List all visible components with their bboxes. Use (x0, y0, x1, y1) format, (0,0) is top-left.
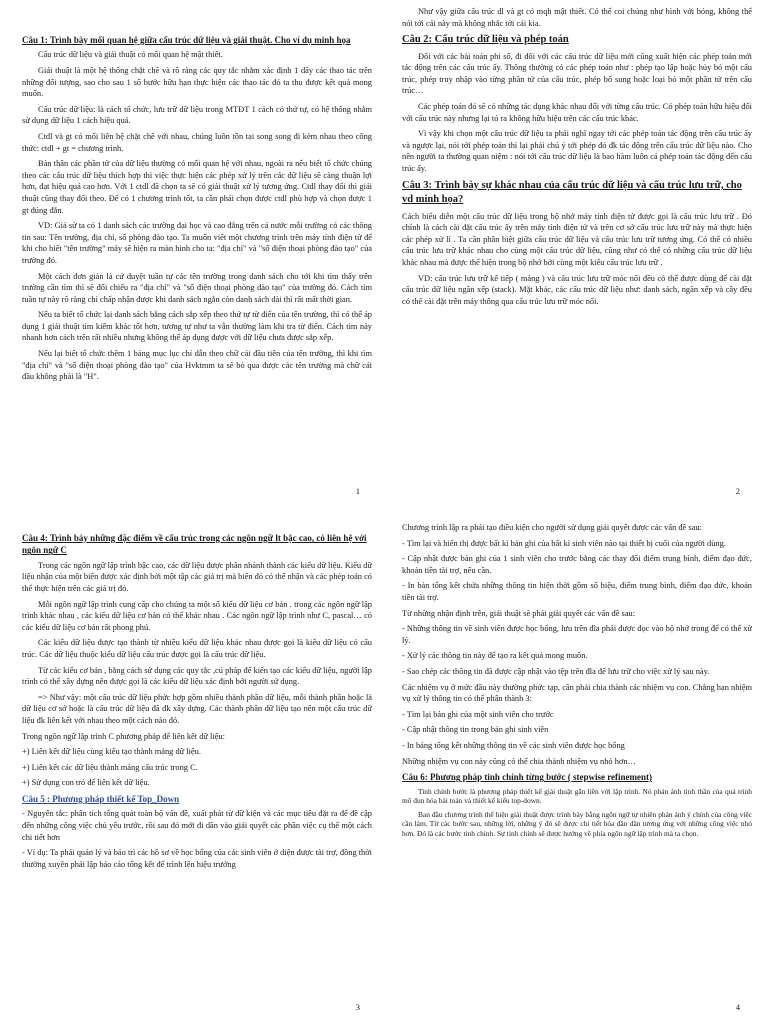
paragraph: - Ví dụ: Ta phải quản lý và bảo trì các hồ sơ về học bổng của các sinh viên ở diện được tài trợ, đồng thời thường xuyên phải lập báo cáo tổng kết để trình lên hiệu trưởng (22, 848, 372, 869)
paragraph: Nếu lại biết tổ chức thêm 1 bảng mục lục chỉ dẫn theo chữ cái đầu tiên của tên trường, thì khi tìm "địa chỉ" và "số điện thoại phòng đào tạo" của Hvktmm ta sẽ bỏ qua được các tên trường mà chữ cái đầu không phải là "H". (22, 349, 372, 382)
question-1-heading: Câu 1: Trình bày mối quan hệ giữa cấu trúc dữ liệu và giải thuật. Cho ví dụ minh họa (22, 35, 351, 45)
paragraph: +) Liên kết các dữ liệu thành mảng cấu trúc trong C. (22, 762, 198, 772)
paragraph: +) Liên kết dữ liệu cùng kiểu tạo thành mảng dữ liệu. (22, 747, 201, 757)
paragraph: VD: cấu trúc lưu trữ kế tiếp ( mảng ) và cấu trúc lưu trữ móc nối đều có thể được dùng để cài đặt cấu trúc dữ liệu ngăn xếp (stack). Mặt khác, các cấu trúc dữ liệu như: danh sách, ngăn xếp và cây đều có thể cài đặt trên máy thông qua cấu trúc lưu trữ móc nối. (402, 273, 752, 306)
page-number: 4 (735, 1002, 740, 1013)
document-page-1 (22, 6, 372, 498)
paragraph: Đối với các bài toán phi số, đi đôi với các cấu trúc dữ liệu mới cũng xuất hiện các phép toán mới tác động trên các cấu trúc ấy. Thông thường có các phép toán như : phép tạo lập hoặc hủy bỏ một cấu trúc, phép truy nhập vào từng phần tử của cấu trúc, phép bổ sung hoặc loại bỏ một phần tử trên cấu trúc… (402, 51, 752, 96)
paragraph: VD: Giả sử ta có 1 danh sách các trường đại học và cao đẳng trên cả nước mỗi trường có các thông tin sau: Tên trường, địa chỉ, số phòng đào tạo. Ta muốn viết một chương trình trên máy tính điện tử để khi cho biết "tên trường" máy sẽ hiện ra màn hình cho ta: "địa chỉ" và "số điện thoại phòng đào tạo" của trường đó. (22, 221, 372, 265)
question-5-heading: Câu 5 : Phương pháp thiết kế Top_Down (22, 793, 180, 804)
paragraph: Tinh chỉnh bước là phương pháp thiết kế giải thuật gắn liền với lập trình. Nó phản ánh tinh thần của quá trình mô đun hóa bài toán và thiết kế kiểu top-down. (402, 786, 752, 806)
paragraph: +) Sử dụng con trỏ để liên kết dữ liệu. (22, 778, 150, 788)
paragraph: Mỗi ngôn ngữ lập trình cung cấp cho chúng ta một số kiểu dữ liệu cơ bản . trong các ngôn ngữ lập trình khác nhau , các kiểu dữ liệu cơ bản có thể khác nhau . Các ngôn ngữ lập trình như C, pascal… có các kiểu dữ liệu cơ bản rất phong phú. (22, 599, 372, 632)
paragraph: - Tìm lại bản ghi của một sinh viên cho trước (402, 709, 554, 719)
question-2-heading: Câu 2: Cấu trúc dữ liệu và phép toán (402, 34, 569, 46)
paragraph: Những nhiệm vụ con này cũng có thể chia thành nhiệm vụ nhỏ hơn… (402, 756, 636, 766)
paragraph: Như vậy giữa cấu trúc dl và gt có mqh mật thiết. Có thể coi chúng như hình với bóng, không thể nói tới cái này mà không nhắc tới cái kia. (402, 7, 752, 28)
paragraph: Từ những nhận định trên, giải thuật sẽ phải giải quyết các vấn đề sau: (402, 608, 636, 618)
paragraph: Giải thuật là một hệ thống chặt chẽ và rõ ràng các quy tắc nhằm xác định 1 dãy các thao tác trên những đối tượng, sao cho sau 1 số bước hữu hạn thực hiện các thao tác đó ta thu được kết quả mong muốn. (22, 66, 372, 99)
paragraph: - In bản tổng kết chứa những thông tin hiện thời gồm số hiệu, điểm trung bình, điểm đạo đức, khoản tiền tài trợ. (402, 581, 752, 602)
document-page-4 (402, 522, 752, 1014)
paragraph: Bản thân các phần tử của dữ liệu thường có mối quan hệ với nhau, ngoài ra nếu biết tổ chức chúng theo các cấu trúc dữ liệu thích hợp thì việc thực hiện các phép xử lý trên các dữ liệu sẽ càng thuận lợi hơn, đạt hiệu quả cao hơn. Với 1 ctdl đã chọn ta sẽ có giải thuật xử lý tương ứng. Ctdl thay đổi thì giải thuật cũng thay đổi theo. Để có 1 chương trình tốt, ta cần phải chọn được ctdl phù hợp và chọn được 1 gt đúng đắn. (22, 159, 372, 215)
paragraph: - Những thông tin về sinh viên được học bổng, lưu trên đĩa phải được đọc vào bộ nhớ trong để có thể xử lý. (402, 624, 752, 645)
paragraph: - Nguyên tắc: phân tích tổng quát toàn bộ vấn đề, xuất phát từ dữ kiện và các mục tiêu đặt ra để đề cập đến những công việc chủ yếu trước, rồi sau đó mới đi dần vào giải quyết các phần việc cụ thể một cách chi tiết hơn (22, 809, 372, 842)
paragraph: - Sao chép các thông tin đã được cập nhật vào tệp trên đĩa để lưu trữ cho việc xử lý sau này. (402, 666, 710, 676)
paragraph: - Cập nhật thông tin trong bản ghi sinh viên (402, 725, 549, 735)
paragraph: Ban đầu chương trình thể hiện giải thuật được trình bày bằng ngôn ngữ tự nhiên phản ánh ý chính của công việc cần làm. Từ các bước sau, những lời, những ý đó sẽ được chi tiết hóa dần dần tương ứng với những công việc nhỏ hơn. Đó là các bước tinh chỉnh. Sự tinh chỉnh sẽ được hướng về phía ngôn ngữ lập trình mà ta chọn. (402, 809, 752, 838)
paragraph: - Cập nhật được bản ghi của 1 sinh viên cho trước bằng các thay đổi điểm trung bình, điểm đạo đức, khoản tiền tài trợ, nếu cần. (402, 554, 752, 575)
document-page-3 (22, 522, 372, 1014)
paragraph: Trong ngôn ngữ lập trình C phương pháp để liên kết dữ liệu: (22, 731, 225, 741)
paragraph: Vì vậy khi chọn một cấu trúc dữ liệu ta phải nghĩ ngay tới các phép toán tác động trên cấu trúc ấy và ngược lại, nói tới phép toán thì lại phải chú ý tới phép đó đk tác động trên cấu trúc dữ liệu nào. Cho nên người ta thường quan niệm : nói tới cấu trúc dữ liệu là bao hàm luôn cả phép toán tác động đến cấu trúc ấy. (402, 129, 752, 174)
paragraph: Cấu trúc dữ liệu: là cách tổ chức, lưu trữ dữ liệu trong MTĐT 1 cách có thứ tự, có hệ thống nhằm sử dụng dữ liệu 1 cách hiệu quả. (22, 104, 372, 126)
page-number: 3 (355, 1002, 360, 1013)
paragraph: Trong các ngôn ngữ lập trình bậc cao, các dữ liệu được phân nhánh thành các kiểu dữ liệu. Kiểu dữ liệu nhận của một biến được xác định bởi một tập các giá trị mà biến đó có thể nhận và các phép toán có thể thực hiện trên các giá trị đó. (22, 560, 372, 593)
question-4-heading: Câu 4: Trình bày những đặc điểm về cấu trúc trong các ngôn ngữ lt bậc cao, có liên hệ với ngôn ngữ C (22, 533, 367, 556)
paragraph: Các phép toán đó sẽ có những tác dụng khác nhau đối với từng cấu trúc. Có phép toán hữu hiệu đối với cấu trúc này nhưng lại tỏ ra không hữu hiệu trên các cấu trúc khác. (402, 102, 752, 123)
paragraph: Một cách đơn giản là cứ duyệt tuần tự các tên trường trong danh sách cho tới khi tìm thấy trên trường cần tìm thì sẽ đối chiếu ra "địa chỉ" và "số điện thoại phòng đào tạo" của trường đó. Cách tìm tuần tự này rõ ràng chỉ chấp nhận được khi danh sách ngắn còn danh sách dài thì rất mất thời gian. (22, 271, 372, 304)
paragraph: - Xử lý các thông tin này để tạo ra kết quả mong muốn. (402, 651, 588, 661)
top-margin (22, 522, 372, 532)
paragraph: => Như vậy: một cấu trúc dữ liệu phức hợp gồm nhiều thành phần dữ liệu, mỗi thành phần hoặc là dữ liệu cơ sở hoặc là cấu trúc dữ liệu đã đk xây dựng. Các thành phần dữ liệu tạo nên một cấu trúc dữ liệu đk liên kết với nhau theo một cách nào đó. (22, 692, 372, 725)
paragraph: Cấu trúc dữ liệu và giải thuật có mối quan hệ mật thiết. (38, 50, 223, 60)
paragraph: Cách biểu diễn một cấu trúc dữ liệu trong bộ nhớ máy tính điện tử được gọi là cấu trúc lưu trữ . Đó chính là cách cài đặt cấu trúc ấy trên máy tính điện tử và trên cơ sở cấu trúc lưu trữ này mà thực hiện các phép xử lí . Ta cần phân biệt giữa cấu trúc dữ liệu và cấu trúc lưu trữ tương ứng. Có thể có nhiều cấu trúc lưu trữ khác nhau cho cùng một cấu trúc dữ liệu, cũng như có thể có những cấu trúc dữ liệu khác nhau mà được thể hiện trong bộ nhớ bởi cùng một kiểu cấu trúc lưu trữ . (402, 211, 752, 267)
paragraph: Các kiểu dữ liệu được tạo thành từ nhiều kiểu dữ liệu khác nhau được gọi là kiểu dữ liệu có cấu trúc. Các dữ liệu thuộc kiểu dữ liệu cấu trúc được gọi là cấu trúc dữ liệu. (22, 638, 372, 659)
paragraph: Các nhiệm vụ ở mức đầu này thường phức tạp, cần phải chia thành các nhiệm vụ con. Chẳng hạn nhiệm vụ xử lý thông tin có thể phân thành 3: (402, 682, 752, 704)
question-3-heading: Câu 3: Trình bày sự khác nhau của cấu trúc dữ liệu và cấu trúc lưu trữ, cho vd minh họa? (402, 179, 742, 206)
paragraph: Nếu ta biết tổ chức lại danh sách bằng cách sắp xếp theo thứ tự từ điển của tên trường, thì có thể áp dụng 1 giải thuật tìm kiếm khác tốt hơn, tương tự như ta vẫn thường làm khi tra từ điển. Cách tìm này nhanh hơn cách trên rất nhiều nhưng không thể áp dụng được với dữ liệu chưa được sắp xếp. (22, 310, 372, 343)
page-number: 1 (355, 486, 360, 497)
paragraph: Chương trình lập ra phải tạo điều kiện cho người sử dụng giải quyết được các vấn đề sau: (402, 523, 702, 532)
top-margin (22, 6, 372, 34)
paragraph: Từ các kiểu cơ bản , bằng cách sử dụng các quy tắc ,cú pháp để kiến tạo các kiểu dữ liệu, người lập trình có thể xây dựng nên được gọi là các kiểu dữ liệu xác định bởi người sử dụng. (22, 665, 372, 687)
document-page-2 (402, 6, 752, 498)
page-number: 2 (735, 486, 740, 497)
paragraph: - Tìm lại và hiển thị được bất kì bản ghi của bất kì sinh viên nào tại thiết bị cuối của người dùng. (402, 538, 726, 548)
paragraph: - In bảng tổng kết những thông tin về các sinh viên được học bổng (402, 740, 625, 750)
paragraph: Ctdl và gt có mối liên hệ chặt chẽ với nhau, chúng luôn tồn tại song song đi kèm nhau theo công thức: ctdl + gt = chương trình. (22, 131, 372, 153)
question-6-heading: Câu 6: Phương pháp tinh chỉnh từng bước ( stepwise refinement) (402, 772, 653, 783)
